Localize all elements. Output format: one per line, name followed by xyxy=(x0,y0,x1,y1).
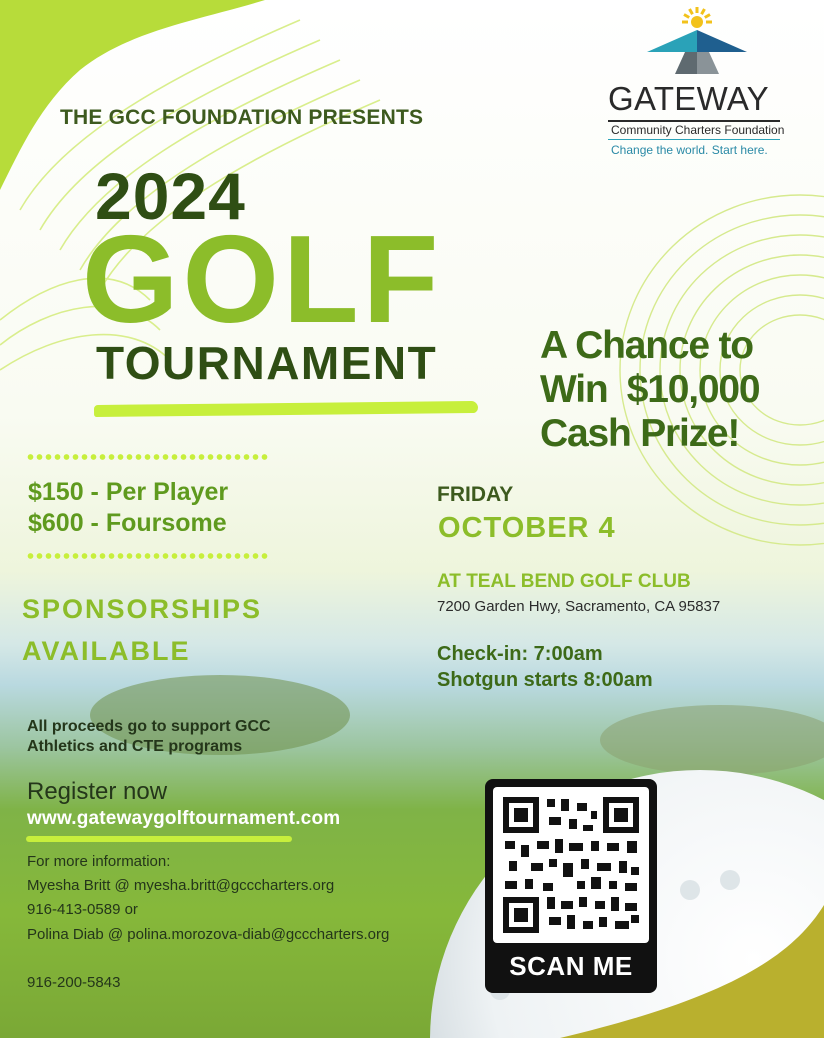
event-day: FRIDAY xyxy=(437,483,514,506)
contact-line-2: 916-413-0589 or xyxy=(27,901,138,918)
gateway-logo-icon xyxy=(645,4,749,82)
sponsorships-line-1: SPONSORSHIPS xyxy=(22,594,263,624)
shotgun-time: Shotgun starts 8:00am xyxy=(437,669,653,691)
logo-divider xyxy=(608,120,780,122)
proceeds-line-1: All proceeds go to support GCC xyxy=(27,718,271,735)
event-address: 7200 Garden Hwy, Sacramento, CA 95837 xyxy=(437,598,721,615)
url-underline xyxy=(26,836,292,842)
register-label: Register now xyxy=(27,778,168,805)
event-date: OCTOBER 4 xyxy=(438,512,616,544)
event-year: 2024 xyxy=(95,159,246,233)
contact-line-4: 916-200-5843 xyxy=(27,974,121,991)
logo-wordmark: GATEWAY xyxy=(608,80,769,117)
logo-subtitle: Community Charters Foundation xyxy=(611,123,785,137)
price-per-player: $150 - Per Player xyxy=(28,478,229,506)
checkin-time: Check-in: 7:00am xyxy=(437,643,603,665)
proceeds-line-2: Athletics and CTE programs xyxy=(27,738,243,755)
presents-heading: THE GCC FOUNDATION PRESENTS xyxy=(60,106,424,129)
price-foursome: $600 - Foursome xyxy=(28,509,227,537)
tournament-title: TOURNAMENT xyxy=(96,337,438,389)
prize-line-3: Cash Prize! xyxy=(540,412,740,455)
event-venue: AT TEAL BEND GOLF CLUB xyxy=(437,571,691,592)
sponsorships-line-2: AVAILABLE xyxy=(22,636,191,666)
registration-url-link[interactable]: www.gatewaygolftournament.com xyxy=(27,808,341,829)
dotted-divider-bottom xyxy=(26,553,270,559)
prize-line-2: Win $10,000 xyxy=(540,368,760,411)
contact-heading: For more information: xyxy=(27,853,171,870)
contact-line-1: Myesha Britt @ myesha.britt@gcccharters.org xyxy=(27,877,335,894)
prize-line-1: A Chance to xyxy=(540,324,753,367)
logo-tagline: Change the world. Start here. xyxy=(611,143,768,157)
contact-line-3: Polina Diab @ polina.morozova-diab@gcccharters.org xyxy=(27,926,390,943)
logo-divider-teal xyxy=(608,139,780,140)
qr-code-icon xyxy=(503,797,639,933)
scan-me-label: SCAN ME xyxy=(509,951,633,981)
golf-title: GOLF xyxy=(82,211,443,349)
dotted-divider-top xyxy=(26,454,270,460)
